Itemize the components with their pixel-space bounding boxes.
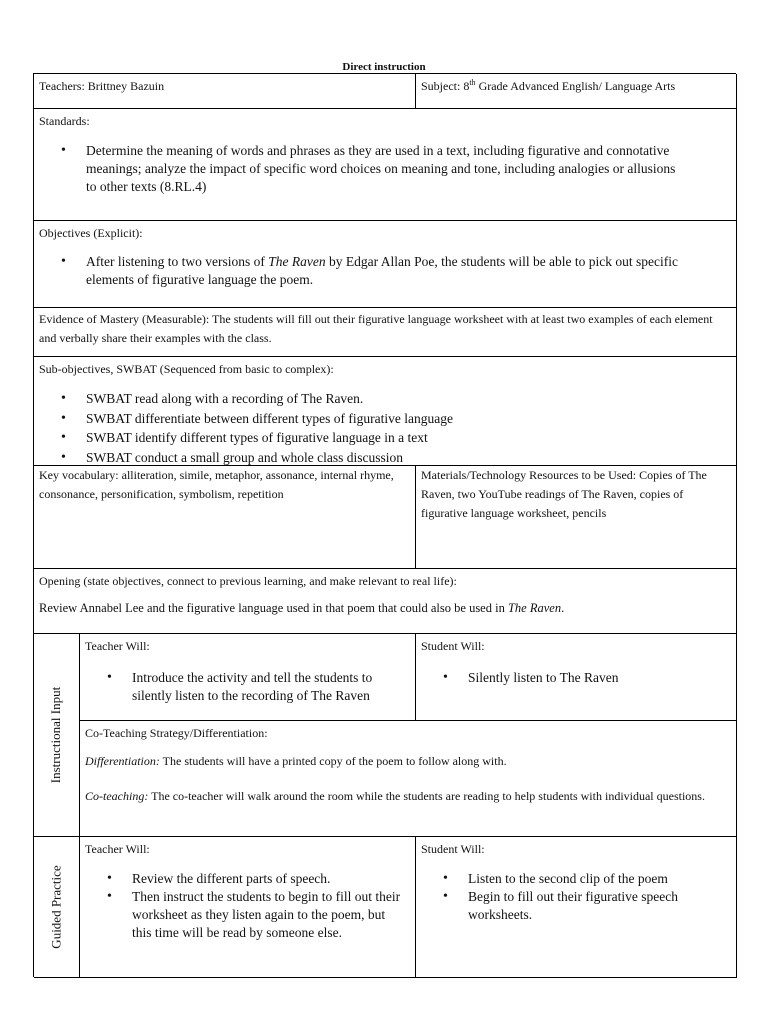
gp-student-list [416, 870, 736, 924]
standards-list [34, 142, 736, 196]
ii-teacher-item: • Introduce the activity and tell the students to silently listen to the recording of The Raven [80, 669, 407, 705]
subject-cell [416, 74, 737, 109]
subject-superscript: th [469, 78, 476, 87]
objectives-item [34, 253, 706, 289]
gp-teacher-item: • Review the different parts of speech. [80, 870, 407, 888]
objectives-title-em: The Raven [268, 254, 326, 269]
ii-coteaching-label: Co-Teaching Strategy/Differentiation: [85, 726, 268, 740]
subobjectives-cell [34, 357, 737, 466]
materials-cell [416, 466, 737, 569]
guided-practice-label: Guided Practice [48, 865, 64, 949]
ii-student-list [416, 669, 736, 687]
gp-student-cell [416, 837, 737, 978]
subobjectives-label: Sub-objectives, SWBAT (Sequenced from basic to complex): [39, 362, 334, 376]
ii-student-cell [416, 634, 737, 721]
gp-student-item: • Begin to fill out their figurative speech worksheets. [416, 888, 726, 924]
coteaching-body: The co-teacher will walk around the room while the students are reading to help students with individual questions. [148, 789, 705, 803]
gp-teacher-cell [80, 837, 416, 978]
vocabulary-cell [34, 466, 416, 569]
objectives-cell [34, 221, 737, 308]
subject-prefix: Subject: 8 [421, 79, 470, 93]
materials-text: Materials/Technology Resources to be Used: Copies of The Raven, two YouTube readings of The Raven, copies of figurative language worksheet, pencils [421, 468, 707, 520]
ii-student-item: • Silently listen to The Raven [416, 669, 736, 687]
ii-teacher-list [80, 669, 415, 705]
evidence-cell [34, 308, 737, 357]
ii-teacher-label: Teacher Will: [85, 639, 150, 653]
subject-suffix: Grade Advanced English/ Language Arts [475, 79, 676, 93]
gp-teacher-list [80, 870, 415, 942]
ii-teacher-cell [80, 634, 416, 721]
opening-cell [34, 569, 737, 634]
teachers-cell [34, 74, 416, 109]
gp-teacher-label: Teacher Will: [85, 842, 150, 856]
ii-student-label: Student Will: [421, 639, 485, 653]
coteaching-text [80, 787, 736, 806]
subobjective-item: • SWBAT conduct a small group and whole class discussion [34, 448, 736, 467]
objectives-list [34, 253, 736, 289]
subobjective-item: • SWBAT identify different types of figurative language in a text [34, 428, 736, 448]
opening-text [34, 599, 736, 618]
differentiation-body: The students will have a printed copy of the poem to follow along with. [159, 754, 507, 768]
vocabulary-text: Key vocabulary: alliteration, simile, metaphor, assonance, internal rhyme, consonance, personification, symbolism, repetition [39, 468, 394, 501]
subobjectives-list [34, 389, 736, 466]
evidence-text: Evidence of Mastery (Measurable): The students will fill out their figurative language worksheet with at least two examples of each element and verbally share their examples with the class. [39, 312, 713, 345]
gp-student-item: • Listen to the second clip of the poem [416, 870, 726, 888]
subobjective-item: • SWBAT read along with a recording of The Raven. [34, 389, 736, 409]
instructional-input-label: Instructional Input [48, 686, 64, 784]
objectives-label: Objectives (Explicit): [39, 226, 143, 240]
lesson-plan-table [33, 73, 736, 977]
subject-text [416, 74, 736, 95]
opening-label: Opening (state objectives, connect to previous learning, and make relevant to real life): [39, 574, 457, 588]
opening-title-em: The Raven [507, 601, 562, 615]
standards-item: • Determine the meaning of words and phrases as they are used in a text, including figurative and connotative meanings; analyze the impact of specific word choices on meaning and tone, including analogies or allusions to other texts (8.RL.4) [34, 142, 686, 196]
subobjective-item: • SWBAT differentiate between different types of figurative language [34, 409, 736, 429]
objectives-text-after: by Edgar Allan Poe, the students will be able to pick out specific elements of figurative language the poem. [86, 254, 679, 287]
teachers-text: Teachers: Brittney Bazuin [39, 79, 165, 93]
instructional-input-side-cell [34, 634, 80, 837]
ii-coteaching-cell [80, 721, 737, 837]
standards-label: Standards: [39, 114, 90, 128]
differentiation-label: Differentiation: [85, 754, 160, 768]
document-title: Direct instruction [342, 61, 426, 73]
standards-cell [34, 109, 737, 221]
coteaching-label: Co-teaching: [85, 789, 149, 803]
objectives-text-before: After listening to two versions of [86, 254, 269, 269]
differentiation-text [80, 752, 736, 771]
gp-teacher-item: • Then instruct the students to begin to fill out their worksheet as they listen again to the poem, but this time will be read by someone else. [80, 888, 407, 942]
guided-practice-side-cell [34, 837, 80, 978]
opening-text-after: . [561, 601, 565, 615]
gp-student-label: Student Will: [421, 842, 485, 856]
opening-text-before: Review Annabel Lee and the figurative language used in that poem that could also be used in [39, 601, 508, 615]
